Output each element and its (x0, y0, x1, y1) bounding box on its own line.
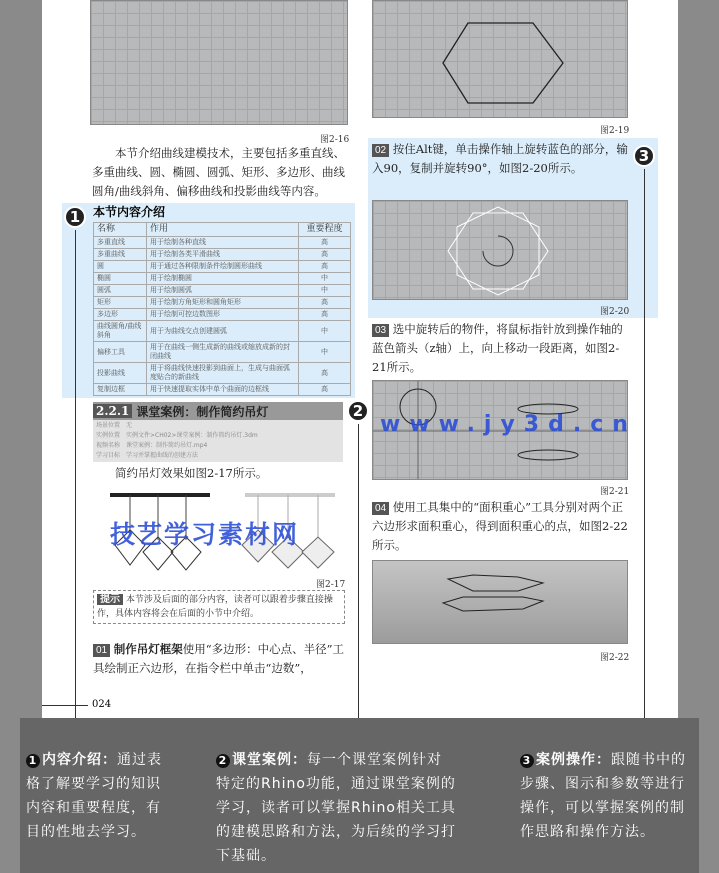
step-text: 按住Alt键，单击操作轴上旋转蓝色的部分，输入90，复制并旋转90°，如图2-20所示。 (372, 142, 628, 175)
table-cell: 用于通过各种限制条件绘制圆形曲线 (147, 261, 299, 273)
callout-marker-2: 2 (347, 400, 369, 422)
table-cell: 用于将曲线快速投影到曲面上，生成与曲面弧度贴合的新曲线 (147, 363, 299, 384)
table-cell: 圆弧 (94, 285, 147, 297)
step-bold: 制作吊灯框架 (113, 642, 183, 656)
table-row (94, 297, 351, 309)
figure-caption: 图2-21 (600, 487, 630, 497)
table-header: 作用 (147, 223, 299, 237)
table-cell: 多边形 (94, 309, 147, 321)
table-cell: 多重曲线 (94, 249, 147, 261)
page-number: 024 (92, 699, 112, 710)
callout-text: 每一个课堂案例针对特定的Rhino功能，通过课堂案例的学习，读者可以掌握Rhino相关工具的建模思路和方法，为后续的学习打下基础。 (216, 752, 456, 864)
table-cell: 用于绘制椭圆 (147, 273, 299, 285)
figure-2-19-screenshot (372, 0, 628, 118)
section-number: 2.2.1 (93, 404, 132, 418)
table-cell: 用于为曲线交点创建圆弧 (147, 321, 299, 342)
section-title: 课堂案例：制作简约吊灯 (136, 404, 269, 419)
table-cell: 矩形 (94, 297, 147, 309)
step-01 (93, 640, 345, 678)
callout-2 (216, 748, 456, 868)
step-number: 04 (372, 502, 389, 515)
callout-title: 案例操作： (536, 752, 611, 768)
table-row (94, 249, 351, 261)
table-cell: 复制边框 (94, 384, 147, 396)
table-cell: 用于绘制可控边数图形 (147, 309, 299, 321)
table-cell: 中 (299, 321, 351, 342)
table-row (94, 363, 351, 384)
section-block (93, 402, 343, 462)
section-meta-line: 实例位置 实例文件>CH02>课堂案例：制作简约吊灯.3dm (96, 432, 258, 439)
table-cell: 中 (299, 273, 351, 285)
table-cell: 中 (299, 342, 351, 363)
callout-marker-1: 1 (64, 206, 86, 228)
table-cell: 圆 (94, 261, 147, 273)
table-row (94, 309, 351, 321)
number-badge: 2 (216, 754, 230, 768)
section-meta-line: 学习目标 学习并掌握曲线的创建方法 (96, 452, 199, 459)
table-row (94, 321, 351, 342)
table-cell: 用于快速提取实体中单个曲面的边框线 (147, 384, 299, 396)
table-cell: 高 (299, 363, 351, 384)
table-cell: 多重直线 (94, 237, 147, 249)
table-cell: 高 (299, 261, 351, 273)
step-text: 使用“多边形：中心点、半径”工具绘制正六边形，在指令栏中单击“边数”， (93, 642, 345, 675)
figure-caption: 图2-16 (320, 135, 350, 145)
step-text: 使用工具集中的“面积重心”工具分别对两个正六边形求面积重心，得到面积重心的点，如图2-22所示。 (372, 500, 628, 552)
content-table (93, 222, 351, 396)
figure-caption: 图2-20 (600, 307, 630, 317)
figure-2-16-screenshot (90, 0, 348, 125)
watermark-text: 技艺学习素材网 (110, 520, 300, 549)
callout-3 (520, 748, 688, 844)
section-meta-line: 场景位置 无 (96, 422, 133, 429)
table-header: 重要程度 (299, 223, 351, 237)
callout-text: 通过表格了解要学习的知识内容和重要程度，有目的性地去学习。 (26, 752, 162, 840)
callout-marker-3: 3 (633, 145, 655, 167)
table-row (94, 342, 351, 363)
table-header: 名称 (94, 223, 147, 237)
table-cell: 高 (299, 297, 351, 309)
figure-caption: 图2-22 (600, 653, 630, 663)
step-02 (372, 140, 628, 178)
table-cell: 用于绘制各类平滑曲线 (147, 249, 299, 261)
table-cell: 用于在曲线一侧生成新的曲线或缩放成新的封闭曲线 (147, 342, 299, 363)
number-badge: 1 (26, 754, 40, 768)
table-cell: 曲线圆角/曲线斜角 (94, 321, 147, 342)
table-cell: 高 (299, 384, 351, 396)
callout-title: 内容介绍： (42, 752, 117, 768)
intro-paragraph: 本节介绍曲线建模技术，主要包括多重直线、多重曲线、圆、椭圆、圆弧、矩形、多边形、曲线圆角/曲线斜角、偏移曲线和投影曲线等内容。 (92, 146, 345, 198)
callout-line-2 (358, 424, 359, 745)
step-text: 选中旋转后的物件，将鼠标指针放到操作轴的蓝色箭头（z轴）上，向上移动一段距离，如图2-21所示。 (372, 322, 623, 374)
step-03 (372, 320, 628, 377)
page-rule (42, 705, 88, 706)
table-cell: 偏移工具 (94, 342, 147, 363)
callout-1 (26, 748, 166, 844)
effect-text: 简约吊灯效果如图2-17所示。 (115, 466, 268, 480)
table-cell: 用于绘制圆弧 (147, 285, 299, 297)
content-table-block (93, 205, 351, 396)
table-cell: 高 (299, 237, 351, 249)
callout-text: 跟随书中的步骤、图示和参数等进行操作，可以掌握案例的制作思路和操作方法。 (520, 752, 686, 840)
table-cell: 高 (299, 249, 351, 261)
table-row (94, 384, 351, 396)
table-cell: 用于绘制方角矩形和圆角矩形 (147, 297, 299, 309)
callout-title: 课堂案例： (232, 752, 307, 768)
callout-line-1 (75, 230, 76, 745)
figure-caption: 图2-19 (600, 126, 630, 136)
table-cell: 中 (299, 285, 351, 297)
table-row (94, 261, 351, 273)
figure-2-22-screenshot (372, 560, 628, 644)
table-row (94, 273, 351, 285)
table-cell: 用于绘制各种直线 (147, 237, 299, 249)
table-cell: 投影曲线 (94, 363, 147, 384)
step-number: 02 (372, 144, 389, 157)
watermark-url: www.jy3d.cn (380, 412, 637, 437)
figure-2-20-screenshot (372, 200, 628, 300)
tip-box (93, 590, 345, 624)
figure-caption: 图2-17 (316, 580, 346, 590)
table-cell: 椭圆 (94, 273, 147, 285)
table-row (94, 285, 351, 297)
callout-line-3 (644, 169, 645, 745)
table-cell: 高 (299, 309, 351, 321)
tip-label: 提示 (97, 594, 123, 605)
number-badge: 3 (520, 754, 534, 768)
table-title: 本节内容介绍 (93, 205, 166, 219)
step-number: 03 (372, 324, 389, 337)
step-04 (372, 498, 628, 555)
step-number: 01 (93, 644, 110, 657)
section-meta-line: 视频名称 课堂案例：制作简约吊灯.mp4 (96, 442, 208, 449)
tip-text: 本节涉及后面的部分内容，读者可以跟着步骤直接操作，具体内容将会在后面的小节中介绍。 (97, 595, 333, 619)
table-row (94, 237, 351, 249)
